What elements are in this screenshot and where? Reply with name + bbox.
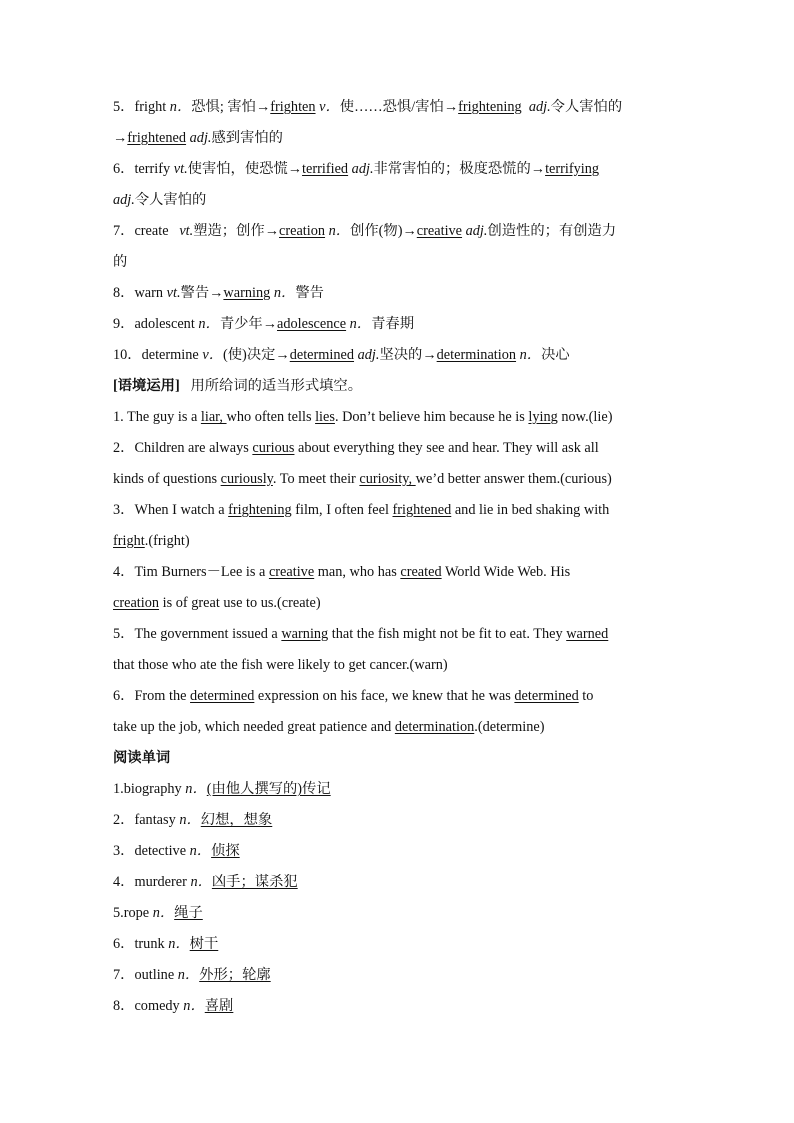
reading-item-8 [113,991,688,1022]
item-number: 7． [113,967,135,983]
pos: adj. [189,130,212,146]
text: 4．Tim Burners－Lee is a [113,564,269,580]
meaning: 警告 [295,285,324,301]
text: 1. The guy is a [113,409,201,425]
pos: n． [177,967,200,983]
answer-blank: 树干 [189,936,219,952]
pos: adj. [465,223,488,239]
answer-blank: (由他人撰写的)传记 [206,781,331,797]
context-line-6 [113,557,688,588]
derivative-line-5 [113,92,688,123]
pos: n． [169,99,192,115]
meaning: 使害怕，使恐慌→ [187,161,303,177]
text: .(determine) [474,719,545,735]
text: kinds of questions [113,471,221,487]
meaning: 决心 [541,347,570,363]
pos: n． [519,347,542,363]
text: 2．Children are always [113,440,253,456]
meaning: (使)决定→ [223,347,290,363]
derivative-line-7 [113,216,688,247]
pos: adj. [351,161,374,177]
text: expression on his face, we knew that he was [254,688,515,704]
item-number: 9． [113,316,135,332]
meaning: 塑造；创作→ [193,223,279,239]
meaning: 使……恐惧/害怕→ [339,99,459,115]
context-line-9 [113,650,688,681]
context-line-1 [113,402,688,433]
context-line-7 [113,588,688,619]
meaning: 创作(物)→ [350,223,417,239]
answer-blank: frightening [458,99,522,115]
pos: adj. [357,347,380,363]
meaning: 青春期 [371,316,414,332]
pos: n． [273,285,296,301]
meaning: 警告→ [180,285,224,301]
context-line-2 [113,433,688,464]
answer-blank: frightening [228,502,292,518]
pos: vt. [179,223,194,239]
reading-item-7 [113,960,688,991]
headword: trunk [134,936,165,952]
answer-blank: terrified [302,161,349,177]
section-tag: [语境运用] [113,378,180,394]
headword: determine [141,347,199,363]
answer-blank: warning [281,626,329,642]
headword: biography [123,781,182,797]
text: about everything they see and hear. They will ask all [294,440,599,456]
reading-heading: 阅读单词 [113,750,171,766]
headword: comedy [134,998,180,1014]
answer-blank: warning [223,285,271,301]
context-line-3 [113,464,688,495]
item-number: 5. [113,905,124,921]
meaning: 创造性的；有创造力 [487,223,617,239]
answer-blank: frightened [127,130,187,146]
text: take up the job, which needed great patience and [113,719,395,735]
answer-blank: curious [252,440,295,456]
text: man, who has [314,564,401,580]
answer-blank: creative [268,564,315,580]
answer-blank: creation [279,223,326,239]
meaning: 非常害怕的；极度恐慌的→ [373,161,546,177]
pos: n． [190,874,212,890]
pos: v． [319,99,340,115]
derivative-line-8 [113,278,688,309]
reading-item-3 [113,836,688,867]
text: is of great use to us.(create) [159,595,321,611]
context-line-5 [113,526,688,557]
context-heading [113,371,688,402]
reading-item-1 [113,774,688,805]
headword: rope [123,905,150,921]
derivative-line-7-cont [113,247,688,278]
answer-blank: adolescence [277,316,347,332]
derivative-line-6-cont [113,185,688,216]
item-number: 5． [113,99,135,115]
answer-blank: frighten [270,99,316,115]
text: we’d better answer them.(curious) [415,471,612,487]
meaning: 坚决的→ [379,347,437,363]
meaning: 恐惧; 害怕→ [191,99,271,115]
answer-blank: determined [289,347,355,363]
answer-blank: 幻想，想象 [200,812,273,828]
pos: n． [152,905,175,921]
headword: warn [134,285,164,301]
answer-blank: curiously [220,471,273,487]
headword: murderer [134,874,187,890]
section-instruction: 用所给词的适当形式填空。 [190,378,363,394]
context-line-4 [113,495,688,526]
text: 5．The government issued a [113,626,282,642]
pos: v． [202,347,223,363]
answer-blank: lies [315,409,335,425]
item-number: 4． [113,874,135,890]
answer-blank: 凶手；谋杀犯 [211,874,298,890]
item-number: 8． [113,285,135,301]
derivative-line-9 [113,309,688,340]
answer-blank: warned [566,626,609,642]
answer-blank: liar, [200,409,227,425]
answer-blank: determination [394,719,475,735]
text: to [578,688,594,704]
derivative-line-6 [113,154,688,185]
text: . To meet their [272,471,360,487]
pos: n． [179,812,201,828]
item-number: 7． [113,223,135,239]
item-number: 1. [113,781,124,797]
text: now.(lie) [557,409,613,425]
item-number: 8． [113,998,135,1014]
answer-blank: creation [113,595,160,611]
answer-blank: frightened [392,502,452,518]
answer-blank: 喜剧 [204,998,234,1014]
headword: adolescent [134,316,195,332]
text: and lie in bed shaking with [451,502,610,518]
headword: fright [134,99,167,115]
answer-blank: curiosity, [359,471,416,487]
answer-blank: 侦探 [211,843,240,859]
meaning: 青少年→ [219,316,278,332]
text: 3．When I watch a [113,502,229,518]
pos: n． [189,843,212,859]
item-number: 10． [113,347,142,363]
pos: n． [198,316,220,332]
meaning: 的 [113,254,128,270]
headword: fantasy [134,812,176,828]
context-line-10 [113,681,688,712]
text: that the fish might not be fit to eat. They [328,626,567,642]
item-number: 6． [113,936,135,952]
meaning: 令人害怕的 [134,192,207,208]
reading-item-6 [113,929,688,960]
text: . Don’t believe him because he is [334,409,529,425]
headword: detective [134,843,187,859]
text: film, I often feel [291,502,393,518]
pos: n． [185,781,207,797]
meaning: 令人害怕的 [550,99,623,115]
document-page [113,92,688,1022]
meaning: 感到害怕的 [211,130,283,146]
pos: n． [349,316,372,332]
reading-item-5 [113,898,688,929]
context-line-11 [113,712,688,743]
pos: vt. [173,161,188,177]
arrow: → [113,130,128,146]
text: that those who ate the fish were likely to get cancer.(warn) [113,657,448,673]
item-number: 3． [113,843,135,859]
pos: vt. [166,285,181,301]
answer-blank: determined [190,688,255,704]
answer-blank: 外形；轮廓 [199,967,271,983]
reading-item-4 [113,867,688,898]
answer-blank: determination [436,347,517,363]
derivative-line-5-cont [113,123,688,154]
reading-item-2 [113,805,688,836]
answer-blank: fright [113,533,145,549]
answer-blank: created [400,564,442,580]
derivative-line-10 [113,340,688,371]
text: .(fright) [144,533,190,549]
answer-blank: determined [514,688,579,704]
headword: terrify [134,161,171,177]
answer-blank: lying [528,409,558,425]
item-number: 6． [113,161,135,177]
headword: create [134,223,169,239]
answer-blank: 绳子 [174,905,203,921]
pos: n． [328,223,351,239]
item-number: 2． [113,812,135,828]
text: World Wide Web. His [441,564,571,580]
pos: adj. [113,192,135,208]
pos: n． [168,936,190,952]
text: who often tells [226,409,316,425]
answer-blank: terrifying [545,161,600,177]
pos: n． [183,998,205,1014]
answer-blank: creative [416,223,463,239]
pos: adj. [528,99,551,115]
context-line-8 [113,619,688,650]
headword: outline [134,967,175,983]
text: 6．From the [113,688,191,704]
